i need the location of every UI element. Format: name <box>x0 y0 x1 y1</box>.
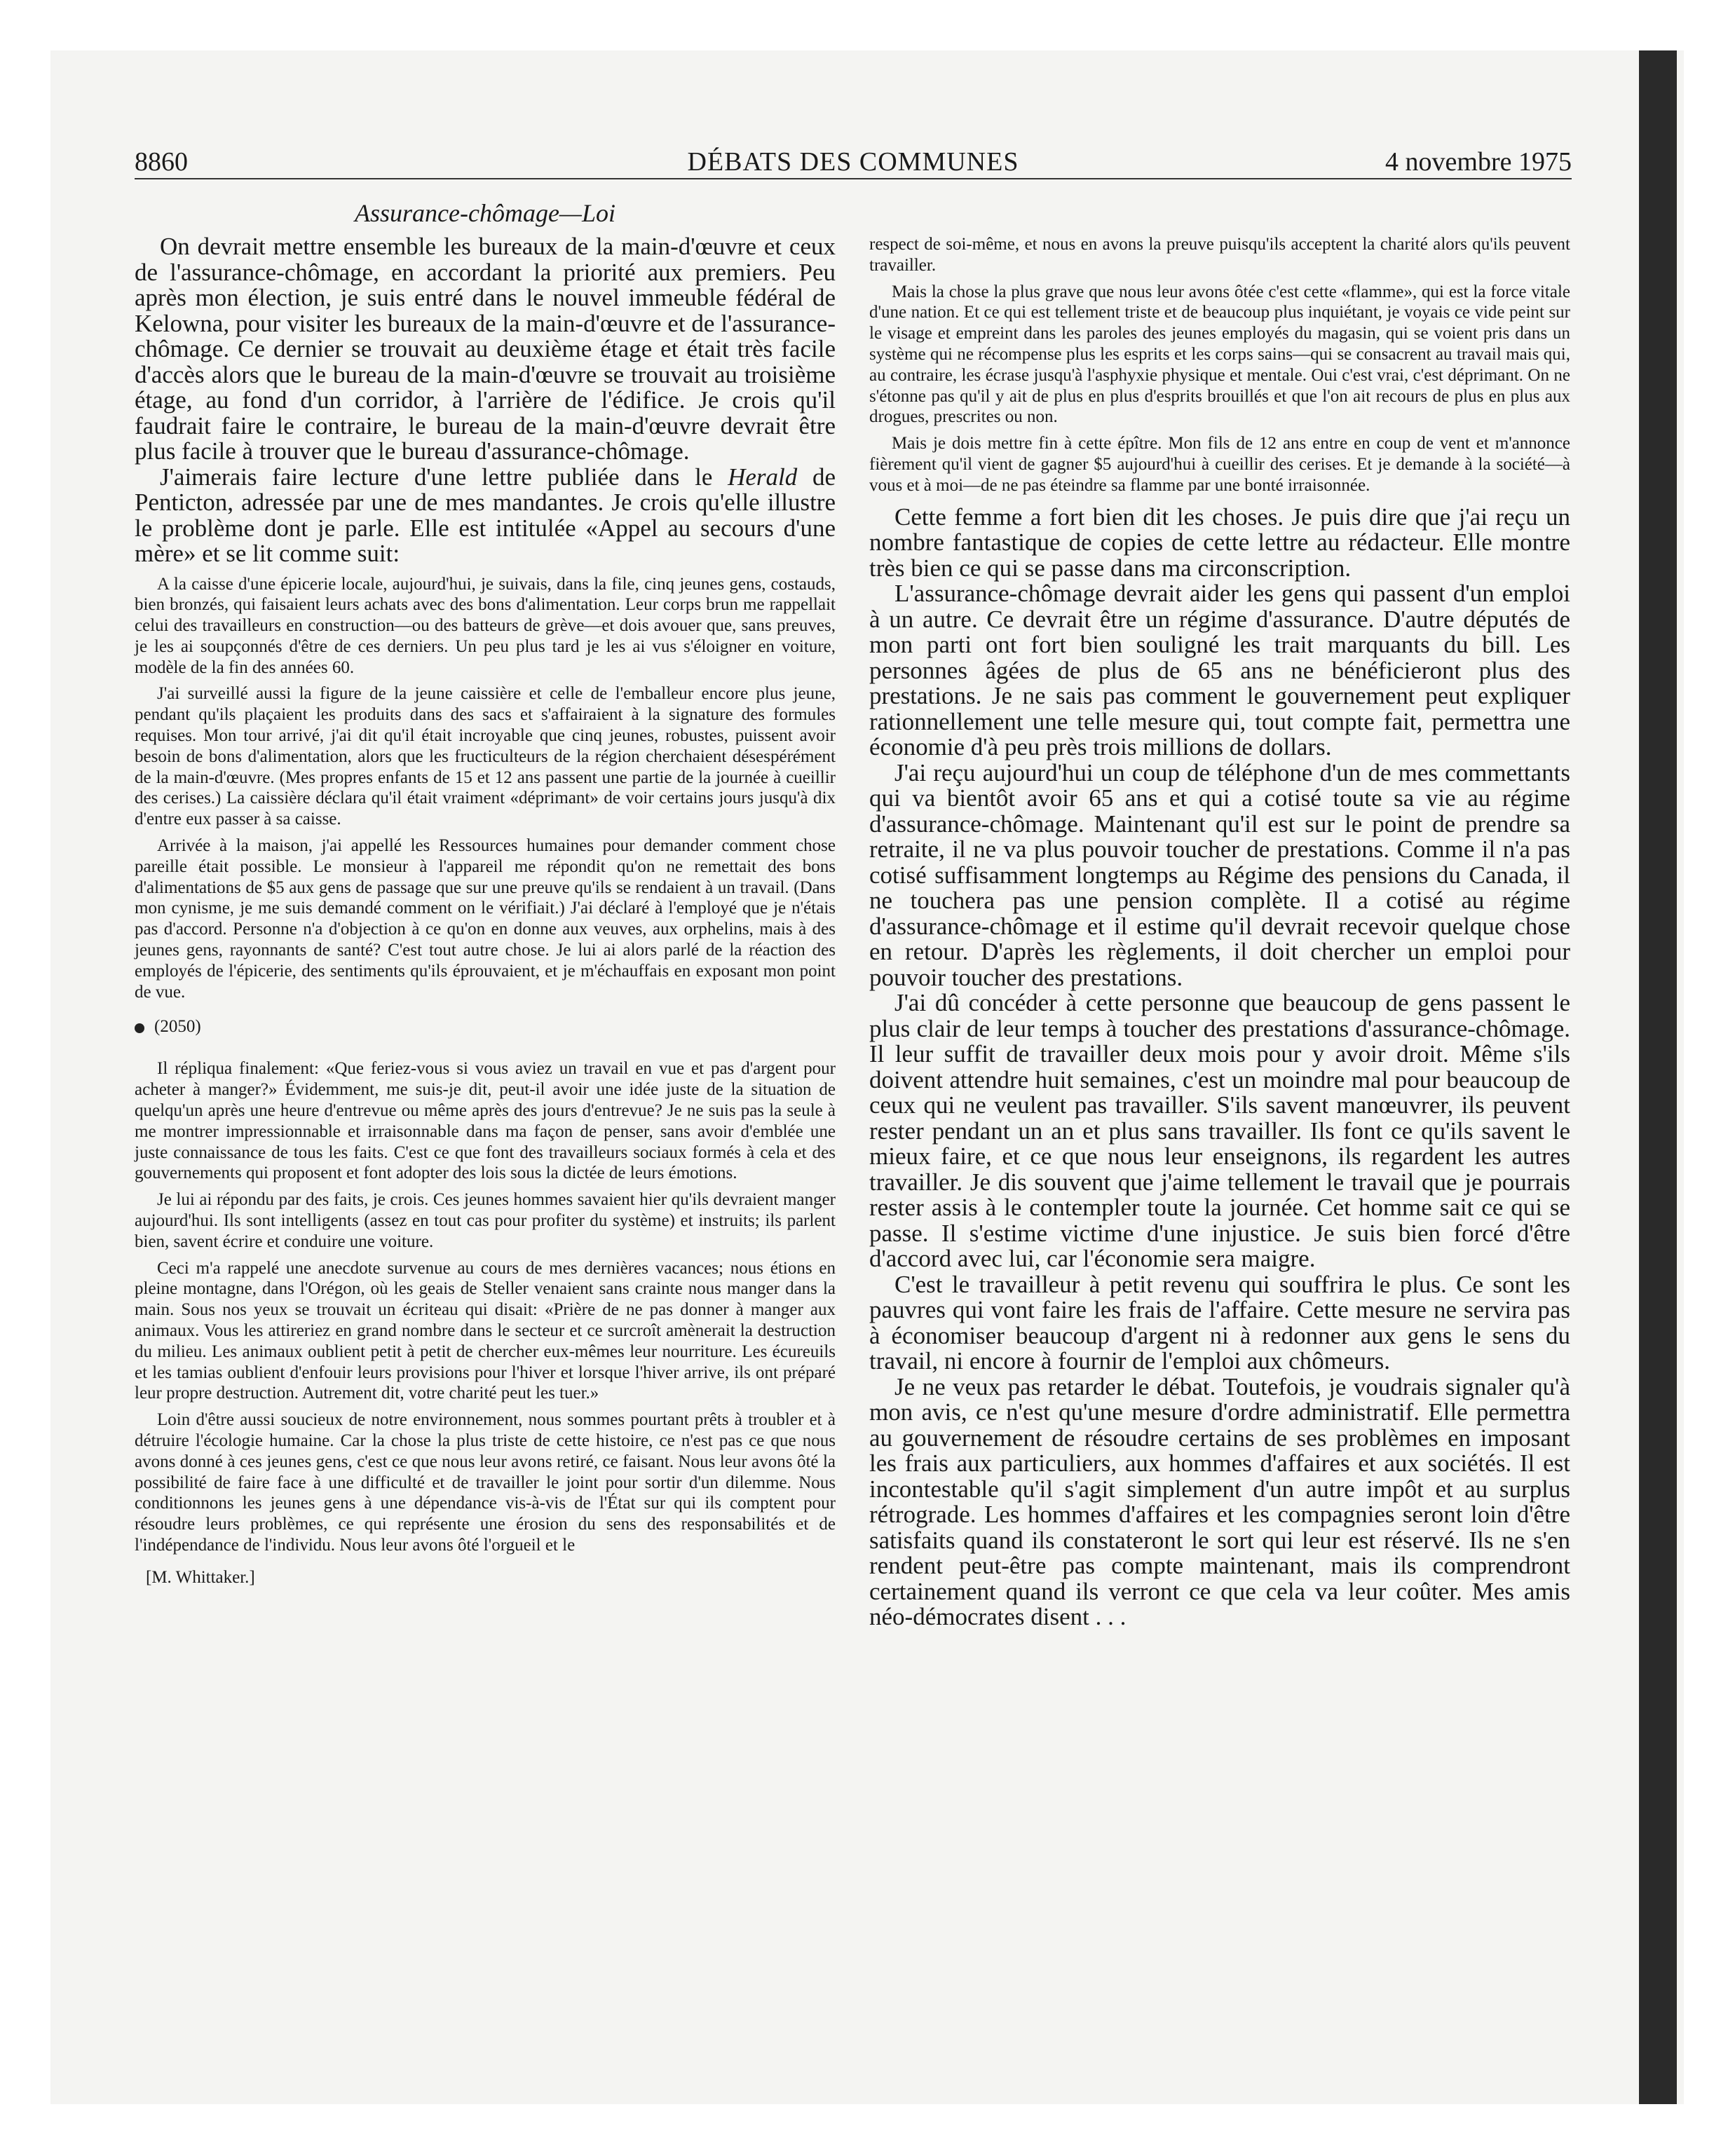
speech-paragraph: Cette femme a fort bien dit les choses. Je puis dire que j'ai reçu un nombre fantastique de copies de cette lettre au rédacteur. Elle montre très bien ce qui se passe dans ma circonscription. <box>869 503 1570 582</box>
speech-paragraph: C'est le travailleur à petit revenu qui souffrira le plus. Ce sont les pauvres qui vont faire les frais de l'affaire. Cette mesure ne servira pas à économiser beaucoup d'argent ni à redonner aux gens le sens du travail, ni encore à fournir de l'emploi aux chômeurs. <box>869 1270 1570 1375</box>
page-number: 8860 <box>135 147 188 177</box>
scan-edge-shadow <box>1639 50 1677 2104</box>
quoted-letter-paragraph: Ceci m'a rappelé une anecdote survenue au cours de mes dernières vacances; nous étions en pleine montagne, dans l'Orégon, où les geais de Steller venaient sans crainte nous manger dans la main. Sous nos yeux se trouvait un écriteau qui disait: «Prière de ne pas donner à manger aux animaux. Vous les attireriez en grand nombre dans le secteur et ce surcroît amènerait la destruction du milieu. Les animaux oublient petit à petit de chercher eux-mêmes leur nourriture. Les écureuils et les tamias oublient d'enfouir leurs provisions pour l'hiver et lorsque l'hiver arrive, ils ont préparé leur propre destruction. Autrement dit, votre charité peut les tuer.» <box>135 1258 836 1403</box>
speaker-attribution: [M. Whittaker.] <box>146 1567 255 1587</box>
quoted-letter-paragraph: J'ai surveillé aussi la figure de la jeune caissière et celle de l'emballeur encore plus jeune, pendant qu'ils plaçaient les produits dans des sacs et s'affairaient à la signature des formules requises. Mon tour arrivé, j'ai dit qu'il était incroyable que cinq jeunes, robustes, puissent avoir besoin de bons d'alimentation, alors que les fructiculteurs de la région cherchaient désespérément de la main-d'œuvre. (Mes propres enfants de 15 et 12 ans passent une partie de la journée à cueillir des cerises.) La caissière déclara qu'il était vraiment «déprimant» de voir certains jours jusqu'à dix d'entre eux passer à sa caisse. <box>135 684 836 829</box>
quoted-letter-paragraph: Mais la chose la plus grave que nous leur avons ôtée c'est cette «flamme», qui est la force vitale d'une nation. Et ce qui est tellement triste et de beaucoup plus inquiétant, je voyais ce vide peint sur le visage et empreint dans les paroles des jeunes employés du magasin, qui se voient pris dans un système qui ne récompense plus les esprits et les corps sains—qui se consacrent au travail mais qui, au contraire, les écrase jusqu'à l'asphyxie physique et mentale. Oui c'est vrai, c'est déprimant. On ne s'étonne pas qu'il y ait de plus en plus d'esprits brouillés et que l'on ait recours de plus en plus aux drogues, prescrites ou non. <box>869 282 1570 427</box>
quoted-letter-paragraph: respect de soi-même, et nous en avons la preuve puisqu'ils acceptent la charité alors qu'ils peuvent travailler. <box>869 235 1570 275</box>
speech-paragraph: J'ai dû concéder à cette personne que beaucoup de gens passent le plus clair de leur temps à toucher des prestations d'assurance-chômage. Il leur suffit de travailler deux mois pour y avoir droit. Même s'ils doivent attendre huit semaines, c'est un moindre mal pour beaucoup de ceux qui ne veulent pas travailler. S'ils savent manœuvrer, ils peuvent rester pendant un an et plus sans travailler. Ils font ce qu'ils savent le mieux faire, et ce que nous leur enseignons, ils regardent les autres travailler. Je dis souvent que j'aime tellement le travail que je pourrais rester assis à le contempler toute la journée. Cet homme sait ce qui se passe. Il s'estime victime d'une injustice. Je suis bien forcé d'être d'accord avec lui, car l'économie sera maigre. <box>869 989 1570 1273</box>
right-column <box>869 234 1570 1630</box>
quoted-letter-paragraph: Mais je dois mettre fin à cette épître. Mon fils de 12 ans entre en coup de vent et m'annonce fièrement qu'il vient de gagner $5 aujourd'hui à cueillir des cerises. Et je demande à la société—à vous et à moi—de ne pas éteindre sa flamme par une bonté irraisonnée. <box>869 434 1570 495</box>
publication-title: DÉBATS DES COMMUNES <box>687 147 1019 177</box>
quoted-letter-paragraph: A la caisse d'une épicerie locale, aujourd'hui, je suivais, dans la file, cinq jeunes gens, costauds, bien bronzés, qui faisaient leurs achats avec des bons d'alimentation. Leur corps brun me rappellait celui des travailleurs en construction—ou des batteurs de grève—et dois avouer que, sans preuves, je les ai soupçonnés d'être de ces derniers. Un peu plus tard je les ai vus s'éloigner en voiture, modèle de la fin des années 60. <box>135 574 836 677</box>
newspaper-name: Herald <box>728 463 798 491</box>
quoted-letter-paragraph: Il répliqua finalement: «Que feriez-vous si vous aviez un travail en vue et pas d'argent pour acheter à manger?» Évidemment, me suis-je dit, peut-il avoir une idée juste de la situation de quelqu'un après une heure d'entrevue ou même après des jours d'entrevue? Je ne suis pas la seule à me montrer impressionnable et irraisonnable dans ma façon de penser, sans avoir d'emblée une juste connaissance de tous les faits. C'est ce que font des travailleurs sociaux formés à cela et des gouvernements qui proposent et font adopter des lois sous la dictée de leurs émotions. <box>135 1059 836 1183</box>
bullet-icon <box>135 1023 144 1033</box>
publication-date: 4 novembre 1975 <box>1385 147 1572 177</box>
speech-paragraph: On devrait mettre ensemble les bureaux de la main-d'œuvre et ceux de l'assurance-chômage, en accordant la priorité aux premiers. Peu après mon élection, je suis entré dans le nouvel immeuble fédéral de Kelowna, pour visiter les bureaux de la main-d'œuvre et de l'assurance-chômage. Ce dernier se trouvait au deuxième étage et était très facile d'accès alors que le bureau de la main-d'œuvre se trouvait au troisième étage, au fond d'un corridor, à l'arrière de l'édifice. Je crois qu'il faudrait faire le contraire, le bureau de la main-d'œuvre devrait être plus facile à trouver que le bureau d'assurance-chômage. <box>135 233 836 465</box>
header-rule <box>135 178 1572 179</box>
quoted-letter-paragraph: Loin d'être aussi soucieux de notre environnement, nous sommes pourtant prêts à troubler et à détruire l'écologie humaine. Car la chose la plus triste de cette histoire, ce n'est pas ce que nous avons donné à ces jeunes gens, c'est ce que nous leur avons retiré, ce faisant. Nous leur avons ôté la possibilité de faire face à une difficulté et de travailler le joint pour sortir d'un dilemme. Nous conditionnons les jeunes gens à une dépendance vis-à-vis de l'État sur qui ils comptent pour résoudre leurs problèmes, ce qui représente une érosion du sens des responsabilités et de l'indépendance de l'individu. Nous leur avons ôté l'orgueil et le <box>135 1410 836 1555</box>
page-header <box>135 144 1572 179</box>
speech-paragraph: Je ne veux pas retarder le débat. Toutefois, je voudrais signaler qu'à mon avis, ce n'est qu'une mesure d'ordre administratif. Elle permettra au gouvernement de résoudre certains de ses problèmes en imposant les frais aux particuliers, aux hommes d'affaires et aux sociétés. Il est incontestable qu'il s'agit simplement d'un autre impôt et au surplus rétrograde. Les hommes d'affaires et les compagnies seront loin d'être satisfaits quand ils constateront le sort qui leur est réservé. Ils ne s'en rendent peut-être pas compte maintenant, mais ils comprendront certainement quand ils verront ce que cela va leur coûter. Mes amis néo-démocrates disent . . . <box>869 1372 1570 1631</box>
speech-paragraph: J'ai reçu aujourd'hui un coup de téléphone d'un de mes commettants qui va bientôt avoir 65 ans et qui a cotisé toute sa vie au régime d'assurance-chômage. Maintenant qu'il est sur le point de prendre sa retraite, il ne va plus pouvoir toucher de prestations. Comme il n'a pas cotisé suffisamment longtemps au Régime des pensions du Canada, il ne touchera pas une pension complète. Il a cotisé au régime d'assurance-chômage et il estime qu'il devrait recevoir quelque chose en retour. D'après les règlements, il doit chercher un emploi pour pouvoir toucher des prestations. <box>869 758 1570 991</box>
subject-heading: Assurance-chômage—Loi <box>355 199 615 227</box>
quoted-letter-paragraph: Arrivée à la maison, j'ai appellé les Ressources humaines pour demander comment chose pareille était possible. Le monsieur à l'appareil me répondit qu'on ne remettait des bons d'alimentations de $5 aux gens de passage que sur une preuve qu'ils se rendaient à un travail. (Dans mon cynisme, je me suis demandé comment on le vérifiait.) J'ai déclaré à l'employé que je n'étais pas d'accord. Personne n'a d'objection à ce qu'on en donne aux veuves, aux orphelins, mais à des jeunes gens, rayonnants de santé? C'est tout autre chose. Je lui ai alors parlé de la réaction des employés de l'épicerie, des sentiments qu'ils éprouvaient, et je m'échauffais en exposant mon point de vue. <box>135 836 836 1002</box>
speech-paragraph: L'assurance-chômage devrait aider les gens qui passent d'un emploi à un autre. Ce devrait être un régime d'assurance. D'autre députés de mon parti ont fort bien souligné les trait marquants du bill. Les personnes âgées de plus de 65 ans ne bénéficieront plus des prestations. Je ne sais pas comment le gouvernement peut expliquer rationnellement une telle mesure qui, tout compte fait, permettra une économie d'à peu près trois millions de dollars. <box>869 580 1570 761</box>
speech-paragraph: J'aimerais faire lecture d'une lettre publiée dans le Herald de Penticton, adressée par une de mes mandantes. Je crois qu'elle illustre le problème dont je parle. Elle est intitulée «Appel au secours d'une mère» et se lit comme suit: <box>135 463 836 567</box>
time-marker: (2050) <box>135 1016 836 1037</box>
left-column <box>135 234 836 1588</box>
quoted-letter-paragraph: Je lui ai répondu par des faits, je crois. Ces jeunes hommes savaient hier qu'ils devraient manger aujourd'hui. Ils sont intelligents (assez en tout cas pour profiter du système) et instruits; ils parlent bien, savent écrire et conduire une voiture. <box>135 1190 836 1251</box>
